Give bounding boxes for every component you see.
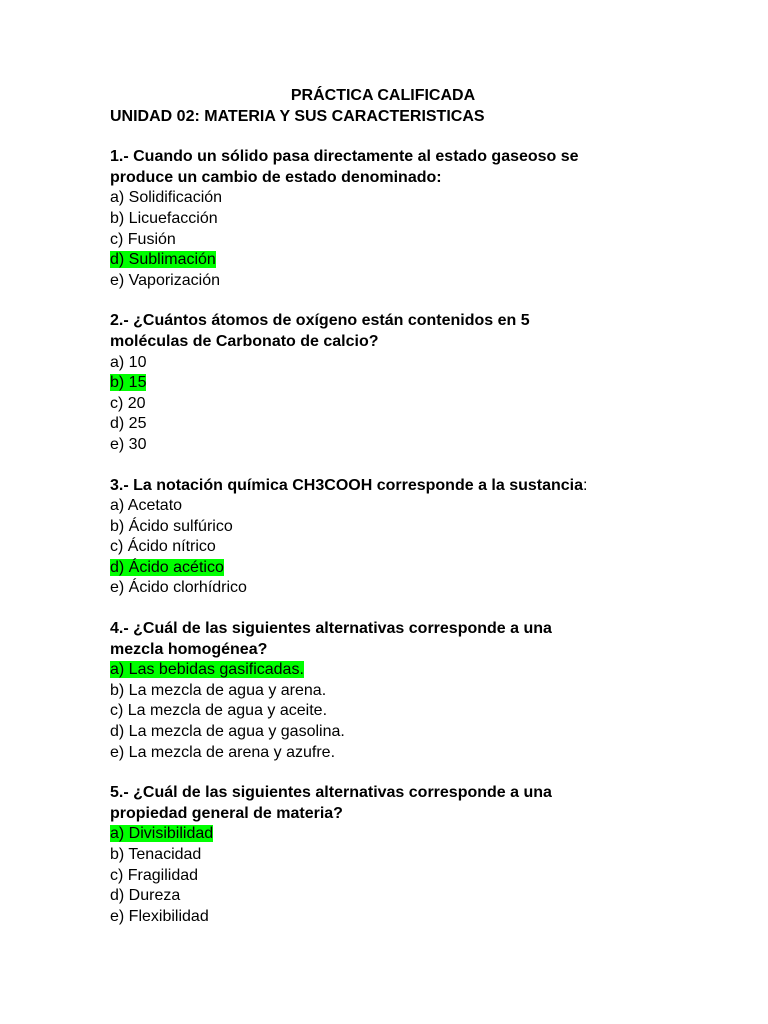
option-label: e) La mezcla de arena y azufre.	[110, 743, 336, 761]
option-label: c) Fragilidad	[110, 866, 199, 884]
question-text	[110, 783, 710, 804]
answer-option-d	[110, 722, 710, 743]
answer-option-d-highlighted	[110, 558, 710, 579]
answer-option-c	[110, 230, 710, 251]
question-text-line: 5.- ¿Cuál de las siguientes alternativas corresponde a una	[110, 784, 552, 802]
option-label: b) Licuefacción	[110, 209, 218, 227]
option-label: d) Sublimación	[110, 251, 216, 269]
answer-option-b	[110, 517, 710, 538]
question-text	[110, 476, 710, 497]
question-text	[110, 332, 710, 353]
answer-option-a-highlighted	[110, 824, 710, 845]
answer-option-a	[110, 353, 710, 374]
question-3	[110, 476, 710, 600]
question-text	[110, 168, 710, 189]
answer-option-a-highlighted	[110, 660, 710, 681]
option-label: c) 20	[110, 394, 146, 412]
question-text-line: 4.- ¿Cuál de las siguientes alternativas corresponde a una	[110, 620, 552, 638]
option-label: d) 25	[110, 415, 147, 433]
question-text-line: 3.- La notación química CH3COOH corresponde a la sustancia	[110, 476, 584, 494]
option-label: a) Divisibilidad	[110, 825, 214, 843]
question-text	[110, 147, 710, 168]
answer-option-c	[110, 537, 710, 558]
question-5	[110, 783, 710, 927]
option-label: e) Vaporización	[110, 271, 220, 289]
answer-option-e	[110, 271, 710, 292]
answer-option-a	[110, 188, 710, 209]
exam-page	[110, 86, 710, 927]
answer-option-b-highlighted	[110, 373, 710, 394]
option-label: d) Dureza	[110, 887, 181, 905]
option-label: a) 10	[110, 353, 147, 371]
option-label: c) Ácido nítrico	[110, 538, 216, 556]
question-suffix: :	[583, 476, 588, 494]
option-label: e) 30	[110, 435, 147, 453]
option-label: b) Tenacidad	[110, 846, 202, 863]
option-label: d) La mezcla de agua y gasolina.	[110, 723, 345, 741]
option-label: a) Las bebidas gasificadas.	[110, 661, 304, 679]
answer-option-d-highlighted	[110, 250, 710, 271]
answer-option-e	[110, 907, 710, 928]
option-label: b) 15	[110, 374, 147, 392]
question-text	[110, 619, 710, 640]
option-label: c) Fusión	[110, 230, 176, 248]
answer-option-e	[110, 578, 710, 599]
question-text-line: mezcla homogénea?	[110, 640, 268, 658]
answer-option-e	[110, 743, 710, 764]
option-label: e) Flexibilidad	[110, 907, 209, 925]
answer-option-a	[110, 496, 710, 517]
option-label: a) Solidificación	[110, 189, 223, 207]
question-text-line: produce un cambio de estado denominado:	[110, 168, 442, 186]
question-text	[110, 640, 710, 661]
question-4	[110, 619, 710, 763]
question-text	[110, 311, 710, 332]
option-label: a) Acetato	[110, 497, 183, 515]
option-label: b) La mezcla de agua y arena.	[110, 681, 327, 699]
answer-option-c	[110, 866, 710, 887]
answer-option-b	[110, 845, 710, 866]
document-title: PRÁCTICA CALIFICADA	[290, 87, 476, 104]
answer-option-b	[110, 209, 710, 230]
question-text-line: moléculas de Carbonato de calcio?	[110, 332, 379, 350]
option-label: e) Ácido clorhídrico	[110, 579, 247, 597]
document-subtitle: UNIDAD 02: MATERIA Y SUS CARACTERISTICAS	[110, 107, 485, 125]
answer-option-d	[110, 414, 710, 435]
option-label: c) La mezcla de agua y aceite.	[110, 702, 328, 720]
answer-option-c	[110, 394, 710, 415]
question-2	[110, 311, 710, 455]
answer-option-e	[110, 435, 710, 456]
option-label: b) Ácido sulfúrico	[110, 517, 233, 535]
answer-option-c	[110, 701, 710, 722]
question-text-line: propiedad general de materia?	[110, 804, 343, 822]
option-label: d) Ácido acético	[110, 558, 224, 576]
question-text-line: 2.- ¿Cuántos átomos de oxígeno están contenidos en 5	[110, 312, 530, 330]
answer-option-b	[110, 681, 710, 702]
question-text-line: 1.- Cuando un sólido pasa directamente al estado gaseoso se	[110, 148, 579, 166]
question-text	[110, 804, 710, 825]
question-1	[110, 147, 710, 291]
answer-option-d	[110, 886, 710, 907]
